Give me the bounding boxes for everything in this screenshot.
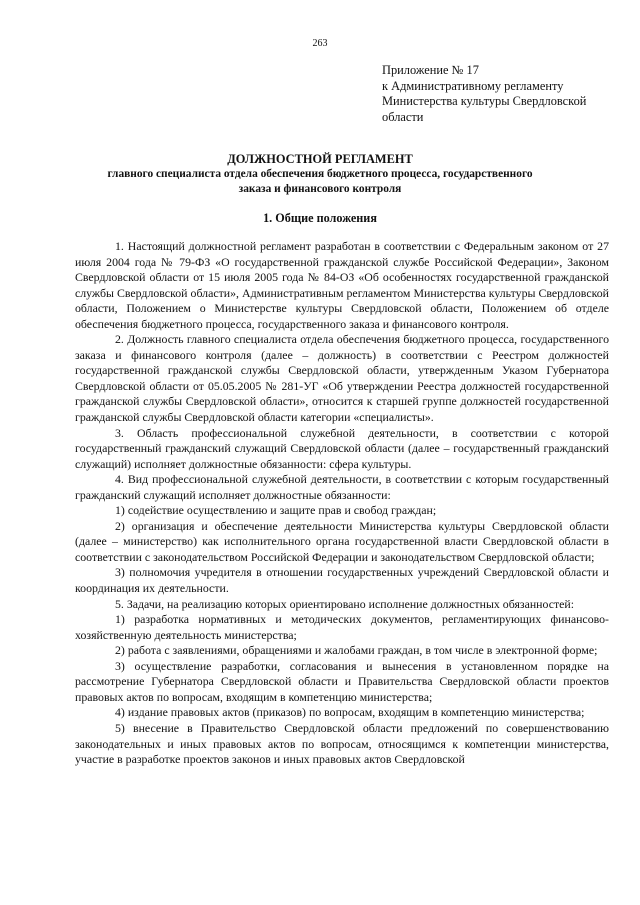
paragraph: 2) работа с заявлениями, обращениями и жалобами граждан, в том числе в электронной форме; [115,643,598,658]
document-body [75,239,609,768]
paragraph: 3) осуществление разработки, согласования и вынесения в установленном порядке на рассмотрение Губернатора Свердловской области и Правительства Свердловской области проектов правовых актов по вопросам, входящим в компетенцию министерства; [75,658,609,704]
appendix-line: Министерства культуры Свердловской [382,94,587,108]
paragraph: 2) организация и обеспечение деятельности Министерства культуры Свердловской области (далее – министерство) как исполнительного органа государственной власти Свердловской области в соответствии с законодательством Российской Федерации и законодательством Свердловской области; [75,518,609,564]
paragraph: 1) содействие осуществлению и защите прав и свобод граждан; [115,503,437,518]
paragraph: 1. Настоящий должностной регламент разработан в соответствии с Федеральным законом от 27 июля 2004 года № 79-ФЗ «О государственной гражданской службе Российской Федерации», Законом Свердловской области от 15 июля 2005 года № 84-ОЗ «Об особенностях государственной гражданской службы Свердловской области», Административным регламентом Министерства культуры Свердловской области, Положением о Министерстве культуры Свердловской области, Положением об отделе обеспечения бюджетного процесса, государственного заказа и финансового контроля. [75,239,609,331]
paragraph: 3) полномочия учредителя в отношении государственных учреждений Свердловской области и координация их деятельности. [75,565,609,596]
paragraph: 5) внесение в Правительство Свердловской области предложений по совершенствованию законодательных и иных правовых актов по вопросам, относящимся к компетенции министерства, участие в разработке проектов законов и иных правовых актов Свердловской [75,720,609,767]
paragraph: 4) издание правовых актов (приказов) по вопросам, входящим в компетенцию министерства; [115,705,585,720]
appendix-line: Приложение № 17 [382,63,479,77]
appendix-line: области [382,109,424,124]
paragraph: 5. Задачи, на реализацию которых ориентировано исполнение должностных обязанностей: [115,596,575,611]
page-number: 263 [312,38,328,49]
paragraph: 1) разработка нормативных и методических документов, регламентирующих финансово-хозяйственную деятельность министерства; [75,612,609,642]
paragraph: 3. Область профессиональной служебной деятельности, в соответствии с которой государственный гражданский служащий Свердловской области (далее – государственный гражданский служащий) исполняет должностные обязанности: сфера культуры. [75,425,609,471]
appendix-line: к Административному регламенту [382,78,564,93]
paragraph: 2. Должность главного специалиста отдела обеспечения бюджетного процесса, государственного заказа и финансового контроля (далее – должность) в соответствии с Реестром должностей государственной гражданской службы Свердловской области, утвержденным Указом Губернатора Свердловской области от 05.05.2005 № 281-УГ «Об утверждении Реестра должностей государственной гражданской службы Свердловской области», относится к старшей группе должностей государственной гражданской службы Свердловской области категории «специалисты». [75,332,609,425]
document-title: ДОЛЖНОСТНОЙ РЕГЛАМЕНТ [227,152,413,166]
document-subtitle: главного специалиста отдела обеспечения бюджетного процесса, государственного заказа и финансового контроля [107,168,533,195]
paragraph: 4. Вид профессиональной служебной деятельности, в соответствии с которым государственный гражданский служащий исполняет должностные обязанности: [75,472,609,502]
section-heading: 1. Общие положения [263,211,377,225]
appendix-note [382,63,632,125]
